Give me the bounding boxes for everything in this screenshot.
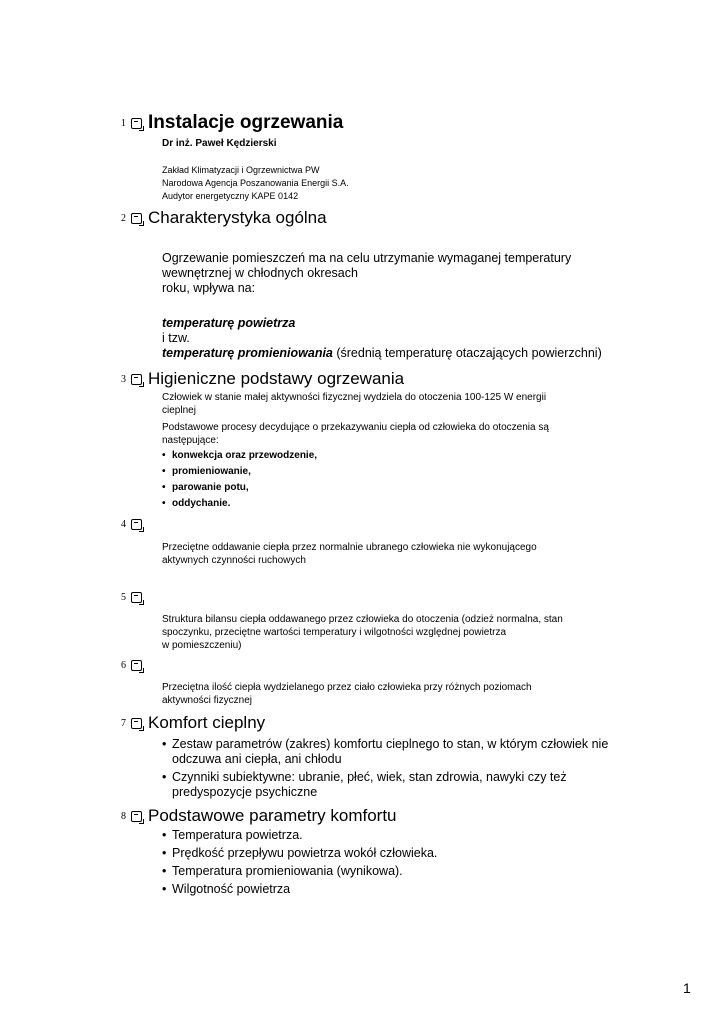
slide-checkbox-icon xyxy=(131,811,142,822)
slide-number: 7 xyxy=(121,717,126,729)
slide-checkbox-icon xyxy=(131,118,142,129)
slide-checkbox-icon xyxy=(131,213,142,224)
paragraph-line: Ogrzewanie pomieszczeń ma na celu utrzymanie wymaganej temperatury xyxy=(162,251,572,265)
caption-line: aktywności fizycznej xyxy=(162,695,253,706)
paragraph-line: wewnętrznej w chłodnych okresach xyxy=(162,266,358,280)
paragraph-line: następujące: xyxy=(162,435,219,446)
list-item: • parowanie potu, xyxy=(162,481,549,494)
comfort-list xyxy=(162,737,608,803)
slide-number: 8 xyxy=(121,810,126,822)
slide-number: 2 xyxy=(121,212,126,224)
slide-title: Higieniczne podstawy ogrzewania xyxy=(148,369,405,388)
caption-line: Przeciętne oddawanie ciepła przez normalnie ubranego człowieka nie wykonującego xyxy=(162,542,537,553)
affiliation-line: Narodowa Agencja Poszanowania Energii S.A. xyxy=(162,178,349,188)
affiliation-line: Zakład Klimatyzacji i Ogrzewnictwa PW xyxy=(162,165,320,175)
list-item: • Wilgotność powietrza xyxy=(162,882,437,897)
slide-4-header xyxy=(121,519,148,530)
term-air-temperature: temperaturę powietrza xyxy=(162,316,296,330)
list-item xyxy=(162,737,608,767)
slide-number: 5 xyxy=(121,592,126,603)
slide-2-header xyxy=(121,208,327,228)
slide-8-header xyxy=(121,806,397,826)
list-item-line: • Zestaw parametrów (zakres) komfortu cieplnego to stan, w którym człowiek nie xyxy=(172,737,609,751)
list-item: • Temperatura powietrza. xyxy=(162,828,437,843)
slide-1-header xyxy=(121,113,343,133)
slide-title: Instalacje ogrzewania xyxy=(148,112,344,133)
list-item: • oddychanie. xyxy=(162,497,549,510)
list-item-line: odczuwa ani ciepła, ani chłodu xyxy=(172,752,342,766)
term-radiant-temperature-line xyxy=(162,346,602,361)
slide-5-caption xyxy=(162,613,563,652)
caption-line: Struktura bilansu ciepła oddawanego przez człowieka do otoczenia (odzież normalna, stan xyxy=(162,614,563,625)
comfort-parameters-list xyxy=(162,828,437,900)
paragraph-line: Człowiek w stanie małej aktywności fizycznej wydziela do otoczenia 100-125 W energii xyxy=(162,392,547,403)
slide-4-caption xyxy=(162,541,537,567)
list-item: • konwekcja oraz przewodzenie, xyxy=(162,449,549,462)
slide-number: 6 xyxy=(121,660,126,671)
author-name: Dr inż. Paweł Kędzierski xyxy=(162,138,277,149)
intro-paragraph xyxy=(162,251,571,296)
affiliation-line: Audytor energetyczny KAPE 0142 xyxy=(162,191,299,201)
list-item: • Prędkość przepływu powietrza wokół człowieka. xyxy=(162,846,437,861)
conjunction-text: i tzw. xyxy=(162,331,190,345)
slide-5-header xyxy=(121,592,148,603)
slide-6-header xyxy=(121,660,148,671)
slide-title: Podstawowe parametry komfortu xyxy=(148,806,397,825)
list-item: • Temperatura promieniowania (wynikowa). xyxy=(162,864,437,879)
list-item-line: predyspozycje psychiczne xyxy=(172,785,318,799)
slide-checkbox-icon xyxy=(131,660,142,671)
slide-checkbox-icon xyxy=(131,718,142,729)
slide-number: 1 xyxy=(121,117,126,129)
slide-checkbox-icon xyxy=(131,519,142,530)
term-radiant-temperature: temperaturę promieniowania xyxy=(162,346,333,360)
caption-line: spoczynku, przeciętne wartości temperatury i wilgotności względnej powietrza xyxy=(162,627,507,638)
slide-number: 4 xyxy=(121,519,126,530)
term-note: (średnią temperaturę otaczających powierzchni) xyxy=(332,346,602,360)
list-item: • promieniowanie, xyxy=(162,465,549,478)
slide-3-header xyxy=(121,369,404,389)
slide-title: Charakterystyka ogólna xyxy=(148,208,327,227)
caption-line: w pomieszczeniu) xyxy=(162,640,242,651)
slide-title: Komfort cieplny xyxy=(148,713,266,732)
paragraph-line: Podstawowe procesy decydujące o przekazywaniu ciepła od człowieka do otoczenia są xyxy=(162,422,549,433)
caption-line: aktywnych czynności ruchowych xyxy=(162,555,306,566)
slide-checkbox-icon xyxy=(131,592,142,603)
list-item-line: • Czynniki subiektywne: ubranie, płeć, wiek, stan zdrowia, nawyki czy też xyxy=(172,770,567,784)
affiliations xyxy=(162,164,349,203)
slide-number: 3 xyxy=(121,373,126,385)
hygiene-text xyxy=(162,391,549,513)
terms-block xyxy=(162,316,602,361)
heat-processes-list xyxy=(162,449,549,510)
paragraph-line: roku, wpływa na: xyxy=(162,281,256,295)
slide-6-caption xyxy=(162,681,532,707)
list-item xyxy=(162,770,608,800)
caption-line: Przeciętna ilość ciepła wydzielanego przez ciało człowieka przy różnych poziomach xyxy=(162,682,532,693)
slide-checkbox-icon xyxy=(131,374,142,385)
slide-7-header xyxy=(121,713,265,733)
page-number: 1 xyxy=(683,980,691,996)
paragraph-line: cieplnej xyxy=(162,405,196,416)
